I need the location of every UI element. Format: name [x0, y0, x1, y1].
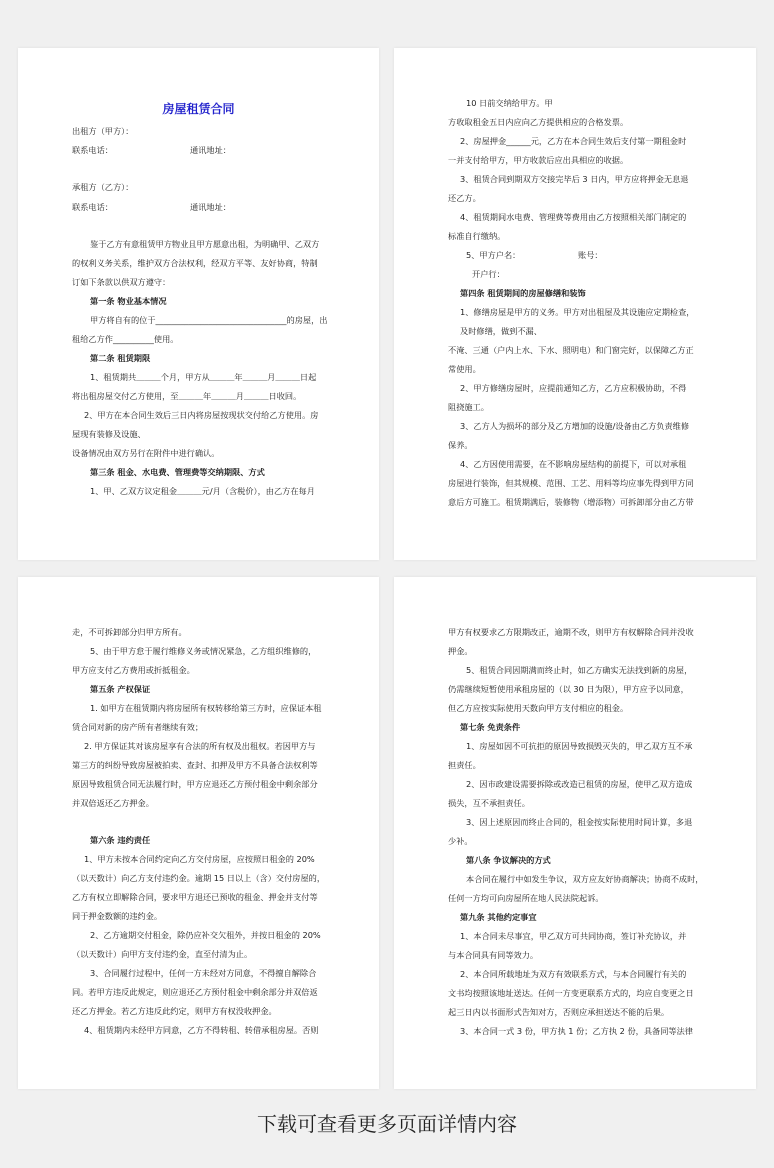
text-line: 文书均按照该地址送达。任何一方变更联系方式的，均应自变更之日: [448, 988, 694, 998]
text-line: 3、租赁合同到期双方交接完毕后 3 日内，甲方应将押金无息退: [460, 174, 689, 184]
text-line: 一并支付给甲方，甲方收款后应出具相应的收据。: [448, 155, 629, 165]
text-line: 鉴于乙方有意租赁甲方物业且甲方愿意出租，为明确甲、乙双方: [90, 239, 320, 249]
text-line: 1、甲、乙双方议定租金＿＿＿元/月（含税价），由乙方在每月: [90, 486, 315, 496]
text-line: 3、合同履行过程中，任何一方未经对方同意，不得擅自解除合: [90, 968, 317, 978]
text-line: 押金。: [448, 646, 473, 656]
section-heading: 第四条 租赁期间的房屋修缮和装饰: [460, 288, 586, 298]
section-heading: 第五条 产权保证: [90, 684, 151, 694]
text-line: 并双倍返还乙方押金。: [72, 798, 154, 808]
text-line: 意后方可施工。租赁期满后，装修物（增添物）可拆卸部分由乙方带: [448, 497, 694, 507]
text-line: 2、本合同所载地址为双方有效联系方式，与本合同履行有关的: [460, 969, 687, 979]
text-line: 4、乙方因使用需要，在不影响房屋结构的前提下，可以对承租: [460, 459, 687, 469]
text-line: 保养。: [448, 440, 473, 450]
text-line: 2、甲方在本合同生效后三日内将房屋按现状交付给乙方使用。房: [84, 410, 319, 420]
text-line: 承租方（乙方）：: [72, 182, 134, 192]
text-line: 账号：: [578, 250, 603, 260]
document-page-1: [18, 48, 379, 560]
text-line: 10 日前交纳给甲方。甲: [466, 98, 553, 108]
document-title: 房屋租赁合同: [162, 102, 235, 116]
document-page-3: [18, 577, 379, 1089]
text-line: 阻挠施工。: [448, 402, 489, 412]
text-line: 损失，互不承担责任。: [448, 798, 530, 808]
section-heading: 第六条 违约责任: [90, 835, 151, 845]
text-line: （以天数计）向乙方支付违约金。逾期 15 日以上（含）交付房屋的，: [72, 873, 326, 883]
document-page-4: [394, 577, 756, 1089]
text-line: 的权利义务关系，维护双方合法权利，经双方平等、友好协商，特制: [72, 258, 318, 268]
text-line: 第三方的纠纷导致房屋被拍卖、查封、扣押及甲方不具备合法权利等: [72, 760, 318, 770]
section-heading: 第一条 物业基本情况: [90, 296, 167, 306]
text-line: 标准自行缴纳。: [448, 231, 506, 241]
section-heading: 第二条 租赁期限: [90, 353, 151, 363]
section-heading: 第七条 免责条件: [460, 722, 521, 732]
text-line: 本合同在履行中如发生争议，双方应友好协商解决；协商不成时，: [466, 874, 704, 884]
text-line: 5、由于甲方怠于履行维修义务或情况紧急，乙方组织维修的，: [90, 646, 317, 656]
text-line: 5、租赁合同因期满而终止时，如乙方确实无法找到新的房屋，: [466, 665, 693, 675]
text-line: 少补。: [448, 836, 473, 846]
text-line: 1、修缮房屋是甲方的义务。甲方对出租屋及其设施应定期检查，: [460, 307, 695, 317]
text-line: 通讯地址：: [190, 202, 231, 212]
text-line: 出租方（甲方）：: [72, 126, 134, 136]
text-line: 4、租赁期内未经甲方同意，乙方不得转租、转借承租房屋。否则: [84, 1025, 319, 1035]
text-line: 赁合同对新的房产所有者继续有效；: [72, 722, 204, 732]
text-line: 常使用。: [448, 364, 481, 374]
text-line: 仍需继续短暂使用承租房屋的（以 30 日为限），甲方应予以同意，: [448, 684, 689, 694]
text-line: 订如下条款以供双方遵守：: [72, 277, 171, 287]
text-line: 甲方有权要求乙方限期改正，逾期不改，则甲方有权解除合同并没收: [448, 627, 694, 637]
text-line: 1、房屋如因不可抗拒的原因导致损毁灭失的，甲乙双方互不承: [466, 741, 693, 751]
text-line: 设备情况由双方另行在附件中进行确认。: [72, 448, 220, 458]
section-heading: 第三条 租金、水电费、管理费等交纳期限、方式: [90, 467, 265, 477]
text-line: 原因导致租赁合同无法履行时，甲方应退还乙方预付租金中剩余部分: [72, 779, 318, 789]
text-line: 5、甲方户名：: [466, 250, 521, 260]
text-line: 担责任。: [448, 760, 481, 770]
text-line: 甲方将自有的位于________________________________的房屋，出: [90, 315, 328, 325]
text-line: 1、本合同未尽事宜，甲乙双方可共同协商，签订补充协议，并: [460, 931, 687, 941]
text-line: 乙方有权立即解除合同，要求甲方退还已预收的租金、押金并支付等: [72, 892, 318, 902]
text-line: 联系电话：: [72, 145, 113, 155]
text-line: 屋现有装修及设施、: [72, 429, 146, 439]
text-line: 将出租房屋交付乙方使用，至＿＿＿年＿＿＿月＿＿＿日收回。: [72, 391, 302, 401]
text-line: 甲方应支付乙方费用或折抵租金。: [72, 665, 195, 675]
text-line: 通讯地址：: [190, 145, 231, 155]
text-line: 1、甲方未按本合同约定向乙方交付房屋，应按照日租金的 20%: [84, 854, 315, 864]
text-line: 3、因上述原因而终止合同的，租金按实际使用时间计算，多退: [466, 817, 693, 827]
text-line: 开户行：: [472, 269, 505, 279]
text-line: 方收取租金五日内应向乙方提供相应的合格发票。: [448, 117, 629, 127]
text-line: 1. 如甲方在租赁期内将房屋所有权转移给第三方时，应保证本租: [90, 703, 322, 713]
text-line: 4、租赁期间水电费、管理费等费用由乙方按照相关部门制定的: [460, 212, 687, 222]
text-line: 联系电话：: [72, 202, 113, 212]
text-line: 2. 甲方保证其对该房屋享有合法的所有权及出租权。若因甲方与: [84, 741, 316, 751]
text-line: 同于押金数额的违约金。: [72, 911, 163, 921]
text-line: 走，不可拆卸部分归甲方所有。: [72, 627, 187, 637]
section-heading: 第九条 其他约定事宜: [460, 912, 537, 922]
text-line: 1、租赁期共＿＿＿个月，甲方从＿＿＿年＿＿＿月＿＿＿日起: [90, 372, 317, 382]
text-line: 2、乙方逾期交付租金，除仍应补交欠租外，并按日租金的 20%: [90, 930, 321, 940]
text-line: 及时修缮，做到不漏、: [460, 326, 542, 336]
text-line: 起三日内以书面形式告知对方，否则应承担送达不能的后果。: [448, 1007, 670, 1017]
text-line: 同。若甲方违反此规定，则应退还乙方预付租金中剩余部分并双倍返: [72, 987, 318, 997]
text-line: 还乙方押金。若乙方违反此约定，则甲方有权没收押金。: [72, 1006, 277, 1016]
text-line: 还乙方。: [448, 193, 481, 203]
text-line: 2、甲方修缮房屋时，应提前通知乙方，乙方应积极协助，不得: [460, 383, 687, 393]
text-line: 租给乙方作__________使用。: [72, 334, 179, 344]
text-line: 3、本合同一式 3 份，甲方执 1 份；乙方执 2 份，具备同等法律: [460, 1026, 693, 1036]
download-more-caption: 下载可查看更多页面详情内容: [257, 1112, 517, 1136]
document-page-2: [394, 48, 756, 560]
text-line: （以天数计）向甲方支付违约金，直至付清为止。: [72, 949, 253, 959]
text-line: 但乙方应按实际使用天数向甲方支付相应的租金。: [448, 703, 629, 713]
section-heading: 第八条 争议解决的方式: [466, 855, 551, 865]
text-line: 任何一方均可向房屋所在地人民法院起诉。: [448, 893, 604, 903]
text-line: 2、房屋押金______元，乙方在本合同生效后支付第一期租金时: [460, 136, 687, 146]
text-line: 房屋进行装饰，但其规模、范围、工艺、用料等均应事先得到甲方同: [448, 478, 694, 488]
text-line: 与本合同具有同等效力。: [448, 950, 539, 960]
text-line: 2、因市政建设需要拆除或改造已租赁的房屋，使甲乙双方造成: [466, 779, 693, 789]
text-line: 3、乙方人为损坏的部分及乙方增加的设施/设备由乙方负责维修: [460, 421, 690, 431]
text-line: 不淹、三通（户内上水、下水、照明电）和门窗完好，以保障乙方正: [448, 345, 694, 355]
